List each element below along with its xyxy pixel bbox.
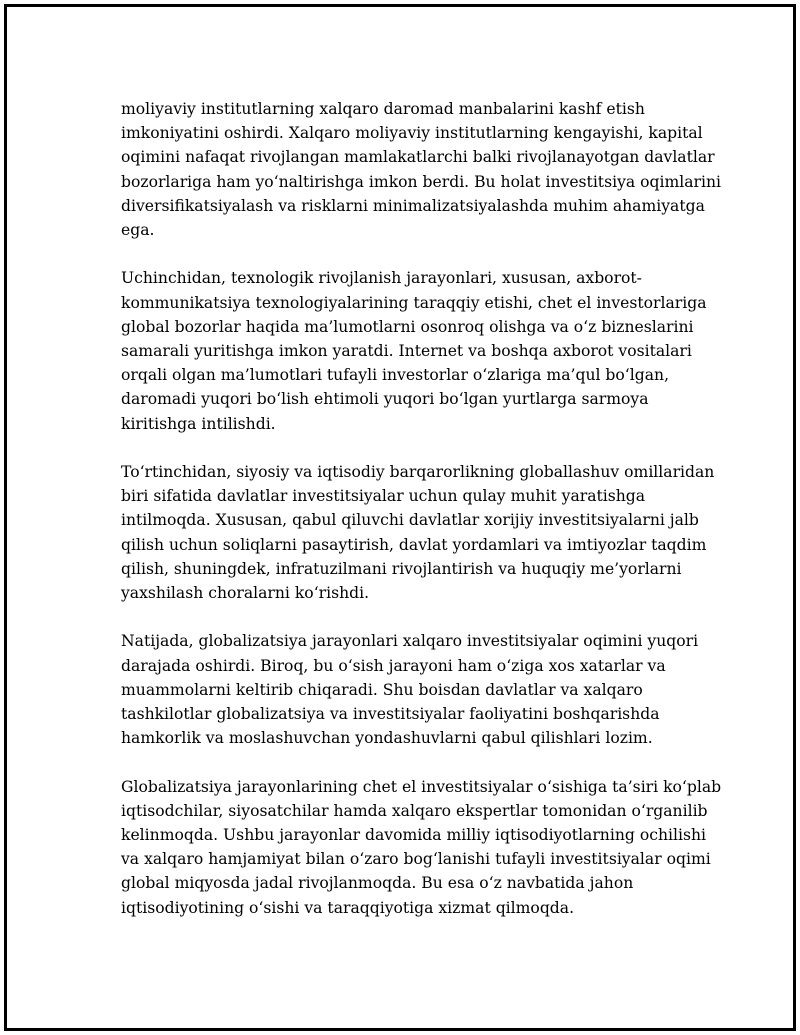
paragraph-line: intilmoqda. Xususan, qabul qiluvchi davlatlar xorijiy investitsiyalarni jalb	[121, 511, 699, 530]
document-body	[121, 97, 722, 944]
paragraph-line: orqali olgan ma’lumotlari tufayli investorlar o‘zlariga ma’qul bo‘lgan,	[121, 366, 670, 385]
paragraph-line: iqtisodiyotining o‘sishi va taraqqiyotiga xizmat qilmoqda.	[121, 898, 575, 917]
paragraph-line: oqimini nafaqat rivojlangan mamlakatlarchi balki rivojlanayotgan davlatlar	[121, 148, 715, 167]
paragraph-line: global bozorlar haqida ma’lumotlarni osonroq olishga va o‘z bizneslarini	[121, 317, 694, 336]
paragraph-line: kelinmoqda. Ushbu jarayonlar davomida milliy iqtisodiyotlarning ochilishi	[121, 826, 706, 845]
paragraph-line: daromadi yuqori bo‘lish ehtimoli yuqori bo‘lgan yurtlarga sarmoya	[121, 390, 649, 409]
paragraph-line: tashkilotlar globalizatsiya va investitsiyalar faoliyatini boshqarishda	[121, 705, 660, 724]
paragraph-line: biri sifatida davlatlar investitsiyalar uchun qulay muhit yaratishga	[121, 487, 646, 506]
paragraph-line: moliyaviy institutlarning xalqaro daromad manbalarini kashf etish	[121, 100, 645, 118]
paragraph-line: darajada oshirdi. Biroq, bu o‘sish jarayoni ham o‘ziga xos xatarlar va	[121, 656, 666, 675]
paragraph-line: hamkorlik va moslashuvchan yondashuvlarni qabul qilishlari lozim.	[121, 729, 653, 748]
paragraph-2	[121, 266, 707, 435]
paragraph-line: kommunikatsiya texnologiyalarining taraqqiy etishi, chet el investorlariga	[121, 293, 707, 312]
paragraph-line: va xalqaro hamjamiyat bilan o‘zaro bog‘lanishi tufayli investitsiyalar oqimi	[121, 850, 711, 869]
paragraph-line: global miqyosda jadal rivojlanmoqda. Bu esa o‘z navbatida jahon	[121, 874, 634, 893]
paragraph-line: bozorlariga ham yo‘naltirishga imkon berdi. Bu holat investitsiya oqimlarini	[121, 172, 722, 191]
paragraph-5	[121, 775, 722, 920]
paragraph-line: muammolarni keltirib chiqaradi. Shu boisdan davlatlar va xalqaro	[121, 680, 643, 699]
paragraph-line: qilish, shuningdek, infratuzilmani rivojlantirish va huquqiy me’yorlarni	[121, 559, 682, 578]
paragraph-line: iqtisodchilar, siyosatchilar hamda xalqaro ekspertlar tomonidan o‘rganilib	[121, 801, 708, 820]
paragraph-line: qilish uchun soliqlarni pasaytirish, davlat yordamlari va imtiyozlar taqdim	[121, 535, 707, 554]
paragraph-line: ega.	[121, 221, 155, 240]
paragraph-line: samarali yuritishga imkon yaratdi. Internet va boshqa axborot vositalari	[121, 342, 692, 361]
page-frame	[4, 4, 796, 1031]
paragraph-line: Natijada, globalizatsiya jarayonlari xalqaro investitsiyalar oqimini yuqori	[121, 632, 699, 651]
paragraph-line: yaxshilash choralarni ko‘rishdi.	[121, 584, 370, 603]
paragraph-3	[121, 460, 715, 605]
paragraph-1	[121, 97, 722, 242]
paragraph-line: kiritishga intilishdi.	[121, 414, 276, 433]
paragraph-line: imkoniyatini oshirdi. Xalqaro moliyaviy institutlarning kengayishi, kapital	[121, 124, 703, 143]
paragraph-4	[121, 629, 701, 750]
paragraph-line: diversifikatsiyalash va risklarni minimalizatsiyalashda muhim ahamiyatga	[121, 196, 705, 215]
paragraph-line: Globalizatsiya jarayonlarining chet el investitsiyalar o‘sishiga ta’siri ko‘plab	[121, 777, 722, 796]
paragraph-line: Uchinchidan, texnologik rivojlanish jarayonlari, xususan, axborot-	[121, 269, 642, 288]
paragraph-line: To‘rtinchidan, siyosiy va iqtisodiy barqarorlikning globallashuv omillaridan	[121, 463, 715, 482]
